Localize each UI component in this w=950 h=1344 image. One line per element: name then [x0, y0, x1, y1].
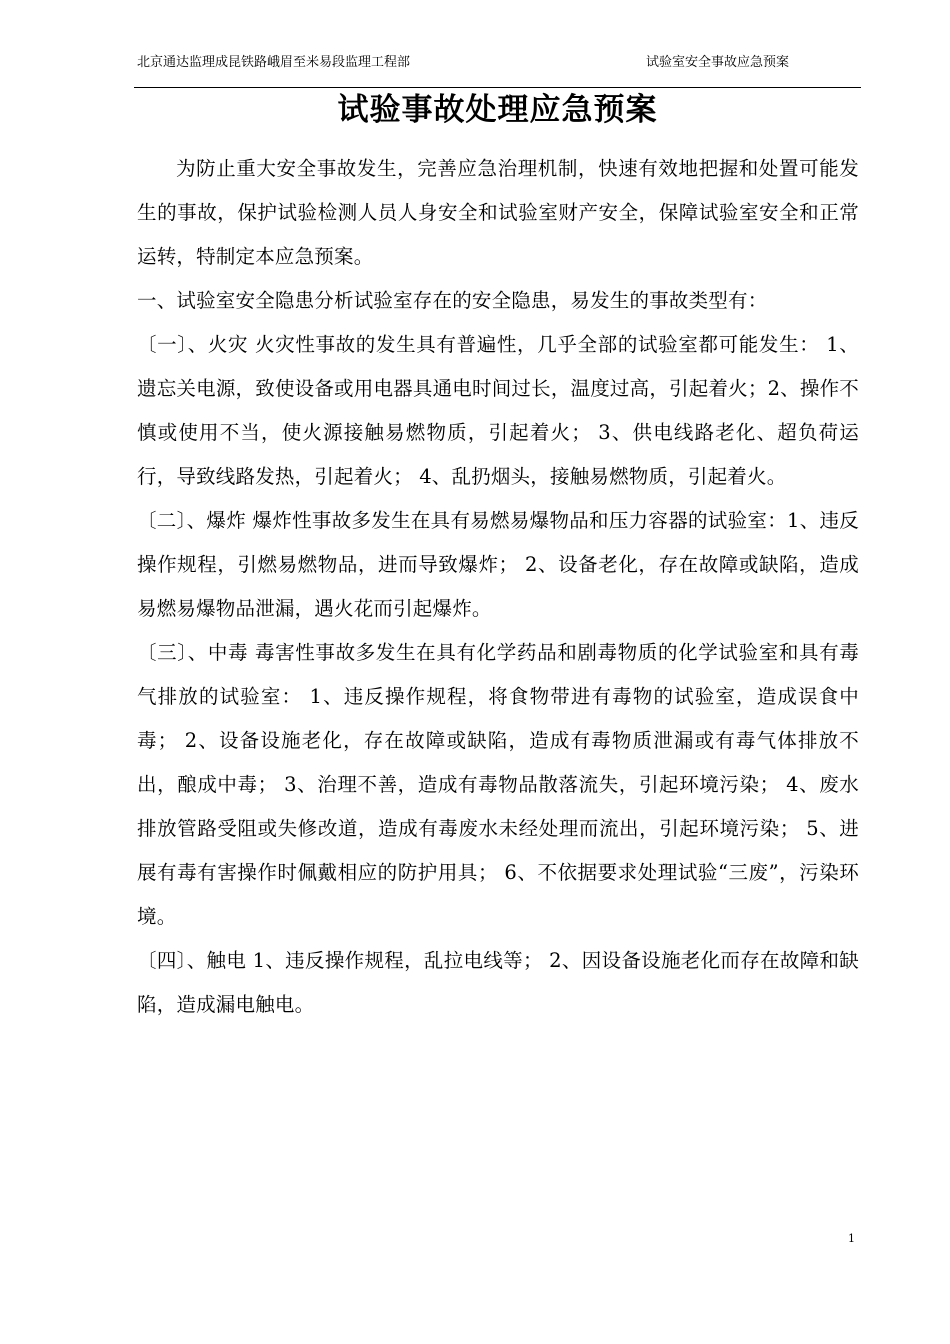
paragraph-intro: 为防止重大安全事故发生，完善应急治理机制，快速有效地把握和处置可能发生的事故，保护试验检测人员人身安全和试验室财产安全，保障试验室安全和正常运转，特制定本应急预案。 — [137, 157, 859, 268]
paragraph-explosion: 〔二〕、爆炸 爆炸性事故多发生在具有易燃易爆物品和压力容器的试验室：1、违反操作规程，引燃易燃物品，进而导致爆炸； 2、设备老化，存在故障或缺陷，造成易燃易爆物品泄漏，遇火花而引起爆炸。 — [137, 509, 859, 620]
paragraph-poisoning: 〔三〕、中毒 毒害性事故多发生在具有化学药品和剧毒物质的化学试验室和具有毒气排放的试验室： 1、违反操作规程，将食物带进有毒物的试验室，造成误食中毒； 2、设备设施老化，存在故障或缺陷，造成有毒物质泄漏或有毒气体排放不出，酿成中毒； 3、治理不善，造成有毒物品散落流失，引起环境污染； 4、废水排放管路受阻或失修改道，造成有毒废水未经处理而流出，引起环境污染； 5、进展有毒有害操作时佩戴相应的防护用具； 6、不依据要求处理试验“三废”，污染环境。 — [137, 641, 859, 928]
document-body — [137, 147, 859, 1027]
page-title: 试验事故处理应急预案 — [337, 92, 658, 128]
header-document-name: 试验室安全事故应急预案 — [646, 55, 790, 70]
paragraph-section-heading: 一、试验室安全隐患分析试验室存在的安全隐患，易发生的事故类型有： — [137, 289, 768, 312]
paragraph-electric-shock: 〔四〕、触电 1、违反操作规程，乱拉电线等； 2、因设备设施老化而存在故障和缺陷，造成漏电触电。 — [137, 949, 859, 1016]
header-organization: 北京通达监理成昆铁路峨眉至米易段监理工程部 — [137, 55, 411, 70]
paragraph-fire: 〔一〕、火灾 火灾性事故的发生具有普遍性，几乎全部的试验室都可能发生： 1、遗忘关电源，致使设备或用电器具通电时间过长，温度过高，引起着火；2、操作不慎或使用不当，使火源接触易燃物质，引起着火； 3、供电线路老化、超负荷运行，导致线路发热，引起着火； 4、乱扔烟头，接触易燃物质，引起着火。 — [137, 333, 859, 488]
page-number: 1 — [848, 1232, 855, 1245]
